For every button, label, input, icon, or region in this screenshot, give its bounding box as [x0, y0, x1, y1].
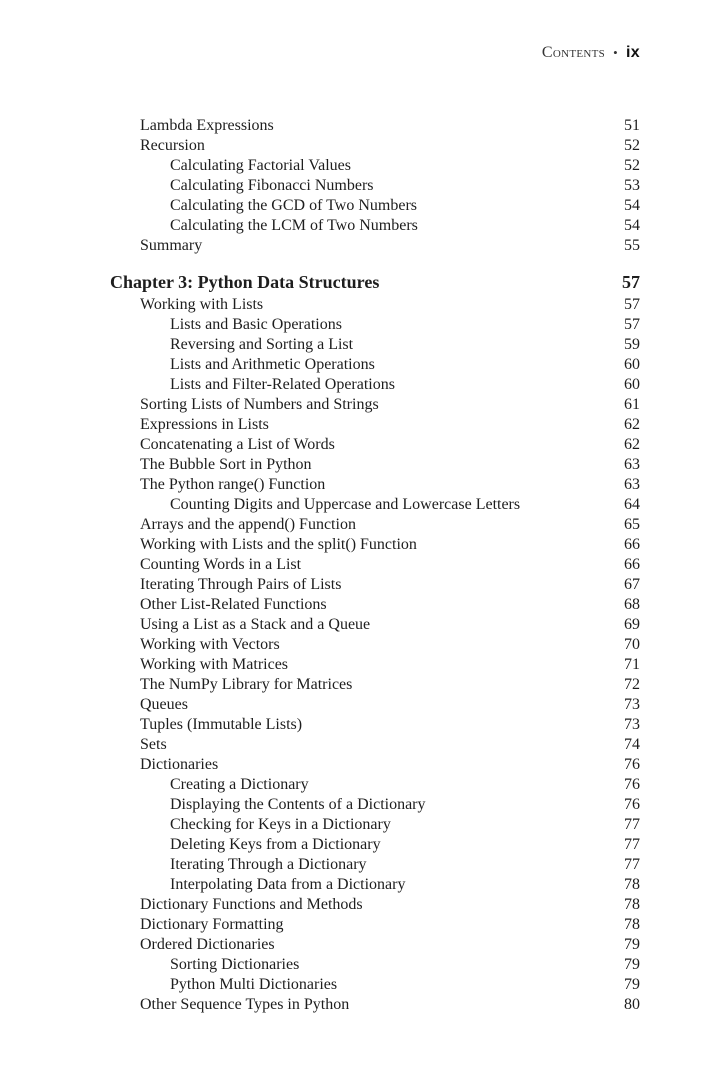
table-of-contents: [0, 116, 720, 1015]
toc-entry: [0, 715, 720, 735]
toc-entry: [0, 515, 720, 535]
toc-entry: [0, 775, 720, 795]
toc-entry: [0, 475, 720, 495]
toc-entry-page: 73: [624, 696, 640, 713]
toc-entry-title: Counting Digits and Uppercase and Lowercase Letters: [170, 496, 521, 513]
toc-entry-page: 70: [624, 636, 640, 653]
toc-entry: [0, 495, 720, 515]
toc-entry-title: Tuples (Immutable Lists): [140, 716, 303, 733]
toc-entry-title: Other List-Related Functions: [140, 596, 327, 613]
running-head-section: Contents: [541, 44, 606, 61]
toc-entry-title: Interpolating Data from a Dictionary: [170, 876, 406, 893]
toc-entry: [0, 295, 720, 315]
toc-entry-page: 59: [624, 336, 640, 353]
toc-entry: [0, 196, 720, 216]
toc-entry-title: Dictionary Formatting: [140, 916, 284, 933]
toc-entry-title: Summary: [140, 237, 203, 254]
toc-entry-title: Working with Lists and the split() Function: [140, 536, 417, 553]
toc-entry-title: Counting Words in a List: [140, 556, 302, 573]
toc-entry: [0, 355, 720, 375]
toc-entry: [0, 655, 720, 675]
toc-entry: [0, 315, 720, 335]
toc-entry-title: Calculating Factorial Values: [170, 157, 351, 174]
toc-entry-title: Sorting Lists of Numbers and Strings: [140, 396, 379, 413]
toc-entry: [0, 176, 720, 196]
toc-entry-title: Python Multi Dictionaries: [170, 976, 338, 993]
toc-entry-page: 51: [624, 117, 640, 134]
toc-entry-title: Calculating Fibonacci Numbers: [170, 177, 374, 194]
toc-entry-title: Working with Matrices: [140, 656, 289, 673]
toc-entry-page: 76: [624, 796, 640, 813]
toc-entry: [0, 236, 720, 256]
toc-entry-page: 63: [624, 456, 640, 473]
toc-entry-title: Calculating the LCM of Two Numbers: [170, 217, 418, 234]
toc-chapter-heading: [0, 270, 720, 294]
toc-entry-page: 77: [624, 856, 640, 873]
toc-entry: [0, 915, 720, 935]
toc-entry-title: Arrays and the append() Function: [140, 516, 356, 533]
toc-entry-page: 78: [624, 916, 640, 933]
toc-entry: [0, 435, 720, 455]
toc-entry-title: Dictionaries: [140, 756, 219, 773]
toc-entry-title: Iterating Through Pairs of Lists: [140, 576, 342, 593]
toc-entry-page: 55: [624, 237, 640, 254]
toc-entry-page: 63: [624, 476, 640, 493]
toc-entry-page: 79: [624, 956, 640, 973]
toc-entry: [0, 555, 720, 575]
toc-entry-page: 52: [624, 137, 640, 154]
toc-entry-title: Expressions in Lists: [140, 416, 269, 433]
toc-entry-title: The Python range() Function: [140, 476, 326, 493]
toc-entry: [0, 156, 720, 176]
running-head-page-number: ix: [626, 44, 640, 61]
toc-entry: [0, 815, 720, 835]
toc-entry-page: 62: [624, 416, 640, 433]
toc-entry-title: Recursion: [140, 137, 205, 154]
toc-entry-page: 66: [624, 536, 640, 553]
toc-entry: [0, 415, 720, 435]
toc-entry-title: Sets: [140, 736, 167, 753]
toc-entry: [0, 835, 720, 855]
toc-entry: [0, 216, 720, 236]
toc-entry: [0, 955, 720, 975]
toc-entry-page: 57: [624, 296, 640, 313]
toc-entry: [0, 395, 720, 415]
toc-entry: [0, 136, 720, 156]
running-head: [542, 44, 640, 62]
toc-entry: [0, 735, 720, 755]
toc-entry-page: 77: [624, 836, 640, 853]
toc-entry-page: 62: [624, 436, 640, 453]
toc-entry: [0, 615, 720, 635]
toc-entry-page: 72: [624, 676, 640, 693]
toc-entry: [0, 635, 720, 655]
toc-entry: [0, 535, 720, 555]
toc-entry-page: 78: [624, 896, 640, 913]
toc-entry-page: 79: [624, 976, 640, 993]
toc-entry: [0, 895, 720, 915]
toc-entry: [0, 575, 720, 595]
toc-entry-page: 78: [624, 876, 640, 893]
toc-entry: [0, 595, 720, 615]
toc-entry-title: Creating a Dictionary: [170, 776, 309, 793]
toc-entry-page: 76: [624, 756, 640, 773]
toc-entry-page: 71: [624, 656, 640, 673]
toc-entry-page: 77: [624, 816, 640, 833]
toc-entry: [0, 975, 720, 995]
toc-entry-title: Dictionary Functions and Methods: [140, 896, 363, 913]
toc-entry-page: 52: [624, 157, 640, 174]
toc-entry-title: Reversing and Sorting a List: [170, 336, 354, 353]
toc-entry-page: 57: [624, 316, 640, 333]
toc-entry-title: Concatenating a List of Words: [140, 436, 335, 453]
toc-entry-title: Sorting Dictionaries: [170, 956, 300, 973]
toc-entry-page: 57: [622, 272, 640, 292]
toc-entry-title: Lists and Arithmetic Operations: [170, 356, 375, 373]
toc-entry: [0, 935, 720, 955]
toc-entry-title: Lists and Basic Operations: [170, 316, 342, 333]
toc-entry: [0, 455, 720, 475]
toc-entry-title: The NumPy Library for Matrices: [140, 676, 353, 693]
toc-entry-title: Deleting Keys from a Dictionary: [170, 836, 381, 853]
toc-entry: [0, 875, 720, 895]
toc-entry-page: 76: [624, 776, 640, 793]
toc-entry-page: 66: [624, 556, 640, 573]
toc-entry-page: 64: [624, 496, 640, 513]
toc-entry-page: 69: [624, 616, 640, 633]
toc-entry-page: 80: [624, 996, 640, 1013]
toc-entry-page: 65: [624, 516, 640, 533]
toc-entry-title: Lambda Expressions: [140, 117, 274, 134]
toc-entry: [0, 116, 720, 136]
toc-entry: [0, 795, 720, 815]
toc-entry-page: 53: [624, 177, 640, 194]
toc-entry: [0, 375, 720, 395]
toc-entry: [0, 335, 720, 355]
toc-entry-title: The Bubble Sort in Python: [140, 456, 312, 473]
toc-entry: [0, 695, 720, 715]
toc-entry-title: Checking for Keys in a Dictionary: [170, 816, 391, 833]
toc-entry-title: Chapter 3: Python Data Structures: [110, 272, 380, 292]
running-head-bullet: •: [613, 45, 618, 60]
toc-entry-title: Using a List as a Stack and a Queue: [140, 616, 371, 633]
toc-entry-page: 67: [624, 576, 640, 593]
toc-entry-page: 68: [624, 596, 640, 613]
toc-entry-title: Other Sequence Types in Python: [140, 996, 350, 1013]
toc-entry-page: 60: [624, 356, 640, 373]
toc-entry-page: 73: [624, 716, 640, 733]
toc-entry: [0, 855, 720, 875]
toc-entry-title: Queues: [140, 696, 188, 713]
toc-entry-title: Iterating Through a Dictionary: [170, 856, 367, 873]
toc-entry-page: 74: [624, 736, 640, 753]
toc-entry-page: 79: [624, 936, 640, 953]
toc-entry-title: Ordered Dictionaries: [140, 936, 275, 953]
toc-entry-page: 60: [624, 376, 640, 393]
toc-entry-title: Working with Vectors: [140, 636, 280, 653]
toc-entry-page: 54: [624, 217, 640, 234]
toc-entry: [0, 995, 720, 1015]
toc-entry-title: Working with Lists: [140, 296, 264, 313]
toc-entry-page: 54: [624, 197, 640, 214]
toc-entry-title: Lists and Filter-Related Operations: [170, 376, 395, 393]
toc-entry-title: Calculating the GCD of Two Numbers: [170, 197, 417, 214]
toc-entry-page: 61: [624, 396, 640, 413]
toc-entry: [0, 755, 720, 775]
toc-entry: [0, 675, 720, 695]
toc-entry-title: Displaying the Contents of a Dictionary: [170, 796, 426, 813]
